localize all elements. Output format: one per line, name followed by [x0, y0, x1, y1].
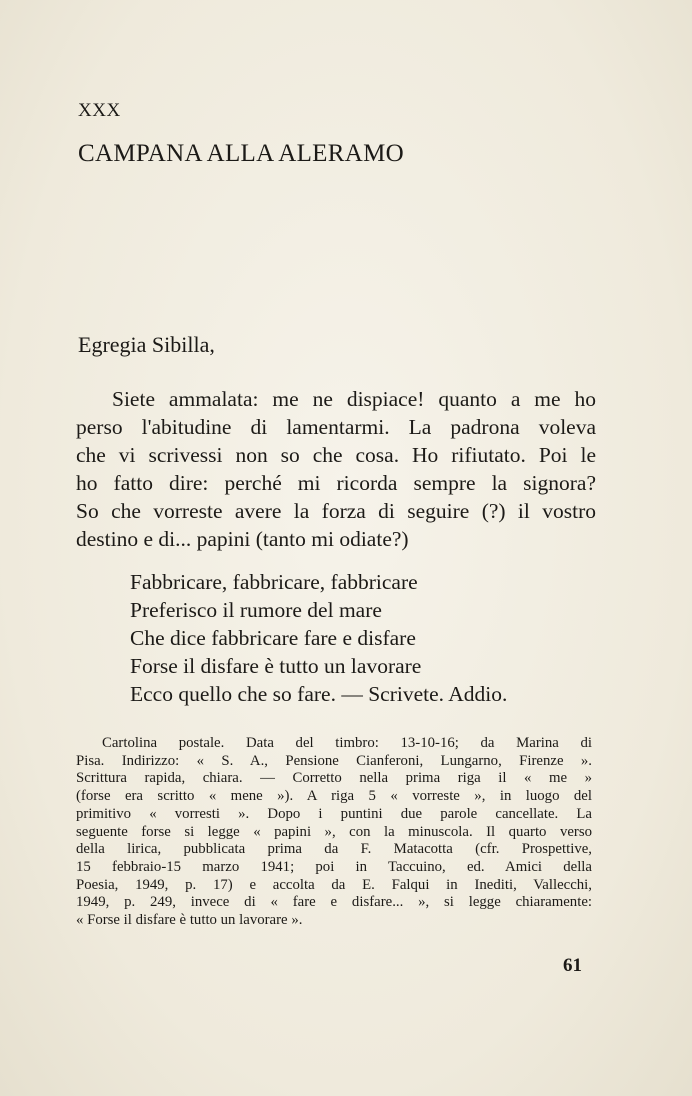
letter-line: So che vorreste avere la forza di seguire (?) il vostro	[76, 499, 596, 523]
letter-line: che vi scrivessi non so che cosa. Ho rifiutato. Poi le	[76, 443, 596, 467]
note-line: seguente forse si legge « papini », con la minuscola. Il quarto verso	[76, 823, 592, 840]
letter-salutation: Egregia Sibilla,	[78, 332, 215, 357]
note-line: Pisa. Indirizzo: « S. A., Pensione Cianferoni, Lungarno, Firenze ».	[76, 752, 592, 769]
editorial-note	[76, 735, 592, 930]
note-line: 15 febbraio-15 marzo 1941; poi in Taccuino, ed. Amici della	[76, 858, 592, 875]
poem-verse: Che dice fabbricare fare e disfare	[130, 626, 416, 650]
poem-verse: Preferisco il rumore del mare	[130, 598, 382, 622]
letter-line: Siete ammalata: me ne dispiace! quanto a me ho	[112, 387, 596, 411]
poem	[130, 568, 507, 708]
note-line: (forse era scritto « mene »). A riga 5 « vorreste », in luogo del	[76, 788, 592, 805]
letter-body	[76, 385, 596, 553]
poem-verse: Fabbricare, fabbricare, fabbricare	[130, 570, 418, 594]
note-line: 1949, p. 249, invece di « fare e disfare... », si legge chiaramente:	[76, 894, 592, 911]
page-number: 61	[563, 955, 582, 976]
note-line: primitivo « vorresti ». Dopo i puntini due parole cancellate. La	[76, 805, 592, 822]
chapter-number: XXX	[78, 100, 121, 121]
note-line: Cartolina postale. Data del timbro: 13-10-16; da Marina di	[102, 735, 592, 751]
poem-verse: Ecco quello che so fare. — Scrivete. Addio.	[130, 682, 508, 706]
chapter-title: CAMPANA ALLA ALERAMO	[78, 140, 404, 167]
note-line: Scrittura rapida, chiara. — Corretto nella prima riga il « me »	[76, 770, 592, 787]
letter-line: perso l'abitudine di lamentarmi. La padrona voleva	[76, 415, 596, 439]
poem-verse: Forse il disfare è tutto un lavorare	[130, 654, 422, 678]
letter-line: ho fatto dire: perché mi ricorda sempre la signora?	[76, 471, 596, 495]
note-line: della lirica, pubblicata prima da F. Matacotta (cfr. Prospettive,	[76, 841, 592, 858]
note-line: « Forse il disfare è tutto un lavorare ».	[76, 912, 303, 929]
letter-line: destino e di... papini (tanto mi odiate?)	[76, 527, 409, 551]
note-line: Poesia, 1949, p. 17) e accolta da E. Falqui in Inediti, Vallecchi,	[76, 876, 592, 893]
